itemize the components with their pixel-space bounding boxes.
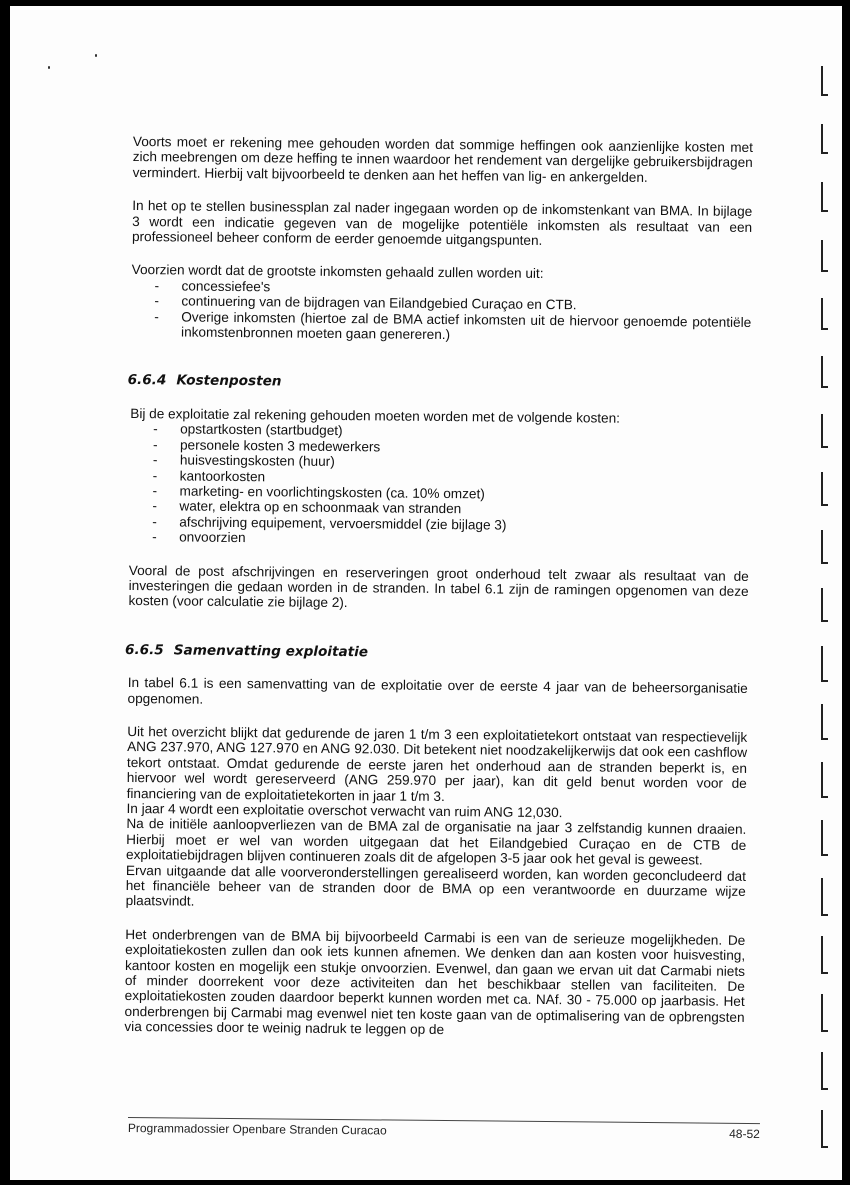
binding-mark [821,1052,823,1090]
binding-mark [821,356,823,388]
binding-holes [817,66,841,1166]
list-item: - opstartkosten (startbudget) [130,421,750,442]
list-item: - concessiefee's [131,278,751,299]
binding-mark [821,588,823,622]
binding-mark [821,298,823,330]
section-heading-samenvatting [125,643,748,664]
paragraph-independence: Na de initiële aanloopverliezen van de BMA zal de organisatie na jaar 3 zelfstandig kunnen draaien. Hierbij moet er wel van worden uitgegaan dat het Eilandgebied Curaçao en de CTB de exploitatiebijdragen blijven continueren zoals dit de afgelopen 3-5 jaar ook het geval is geweest. [126,816,747,868]
page-number: 48-52 [729,1126,760,1142]
binding-mark [821,936,823,974]
paragraph-income-intro: Voorzien wordt dat de grootste inkomsten gehaald zullen worden uit: [131,262,544,282]
page-footer [128,1117,760,1141]
paragraph-deficit: Uit het overzicht blijkt dat gedurende de jaren 1 t/m 3 een exploitatietekort ontstaat van respectievelijk ANG 237.970, ANG 127.970 en ANG 92.030. Dit betekent niet noodzakelijkerwijs dat ook een cashflow tekort ontstaat. Omdat gedurende de eerste jaren het onderhoud aan de stranden beperkt is, en hiervoor wel wordt gereserveerd (ANG 259.970 per jaar), kan dit geld benut worden voor de financiering van de exploitatietekorten in jaar 1 t/m 3. [126,723,748,804]
cost-list [129,421,750,550]
binding-mark [821,878,823,916]
document-page [10,6,842,1180]
binding-mark [821,646,823,682]
binding-mark [821,704,823,740]
list-item: - Overige inkomsten (hiertoe zal de BMA actief inkomsten uit de hiervoor genoemde potentiële inkomstenbronnen moeten gaan genereren.) [131,309,751,346]
binding-mark [821,124,823,154]
paragraph-costs-intro: Bij de exploitatie zal rekening gehouden moeten worden met de volgende kosten: [130,405,621,426]
binding-mark [821,530,823,564]
page-body [124,134,753,1059]
list-item: - marketing- en voorlichtingskosten (ca. 10% omzet) [130,483,750,504]
binding-mark [821,414,823,448]
paragraph-summary-intro: In tabel 6.1 is een samenvatting van de exploitatie over de eerste 4 jaar van de beheersorganisatie opgenomen. [127,675,748,707]
binding-mark [821,1110,823,1148]
paragraph-conclusion: Ervan uitgaande dat alle voorveronderstellingen gerealiseerd worden, kan worden geconcludeerd dat het financiële beheer van de stranden door de BMA op een verantwoorde en duurzame wijze plaatsvindt. [125,862,746,910]
section-title: Kostenposten [176,372,282,390]
binding-mark [821,66,823,96]
paragraph-costs-closing: Vooral de post afschrijvingen en reserveringen groot onderhoud telt zwaar als resultaat van de investeringen die gedaan worden in de stranden. In tabel 6.1 zijn de ramingen opgenomen van deze kosten (voor calculatie zie bijlage 2). [128,562,749,611]
section-number: 6.6.5 [124,641,164,659]
list-item: - continuering van de bijdragen van Eilandgebied Curaçao en CTB. [131,293,751,314]
list-item: - huisvestingskosten (huur) [130,452,750,473]
list-item: - kantoorkosten [130,467,750,488]
list-item: - onvoorzien [129,529,749,550]
section-number: 6.6.4 [127,372,167,389]
section-title: Samenvatting exploitatie [173,642,369,661]
section-heading-kostenposten [128,373,751,394]
income-list [131,278,752,346]
paragraph-businessplan: In het op te stellen businessplan zal nader ingegaan worden op de inkomstenkant van BMA. In bijlage 3 wordt een indicatie gegeven van de mogelijke potentiële inkomsten als resultaat van een professioneel beheer conform de eerder genoemde uitgangspunten. [131,198,753,248]
scan-speck [48,66,50,69]
list-item: - afschrijving equipement, vervoersmiddel (zie bijlage 3) [129,514,749,535]
paragraph-carmabi: Het onderbrengen van de BMA bij bijvoorbeeld Carmabi is een van de serieuze mogelijkheden. De exploitatiekosten zullen dan ook iets kunnen afnemen. We denken dan aan kosten voor huisvesting, kantoor kosten en mogelijk een stukje onvoorzien. Evenwel, dan gaan we ervan uit dat Carmabi niets of minder doorrekent voor deze activiteiten dan het beschikbaar stellen van faciliteiten. De exploitatiekosten zouden daardoor beperkt kunnen worden met ca. NAf. 30 - 75.000 op jaarbasis. Het onderbrengen bij Carmabi mag evenwel niet ten koste gaan van de optimalisering van de opbrengsten via concessies door te weinig nadruk te leggen op de [124,926,746,1038]
binding-mark [821,472,823,506]
list-item: - water, elektra op en schoonmaak van stranden [129,498,749,519]
binding-mark [821,240,823,272]
binding-mark [821,182,823,212]
list-item: - personele kosten 3 medewerkers [130,437,750,458]
paragraph-surplus: In jaar 4 wordt een exploitatie overschot verwacht van ruim ANG 12,030. [126,800,563,821]
scan-speck [95,54,97,57]
footer-title: Programmadossier Openbare Stranden Curacao [127,1120,387,1138]
paragraph-heffingen: Voorts moet er rekening mee gehouden worden dat sommige heffingen ook aanzienlijke kosten met zich meebrengen om deze heffing te innen waardoor het rendement van dergelijke gebruikersbijdragen vermindert. Hierbij valt bijvoorbeeld te denken aan het heffen van lig- en ankergelden. [132,134,753,185]
binding-mark [821,762,823,798]
binding-mark [821,994,823,1032]
binding-mark [821,820,823,856]
